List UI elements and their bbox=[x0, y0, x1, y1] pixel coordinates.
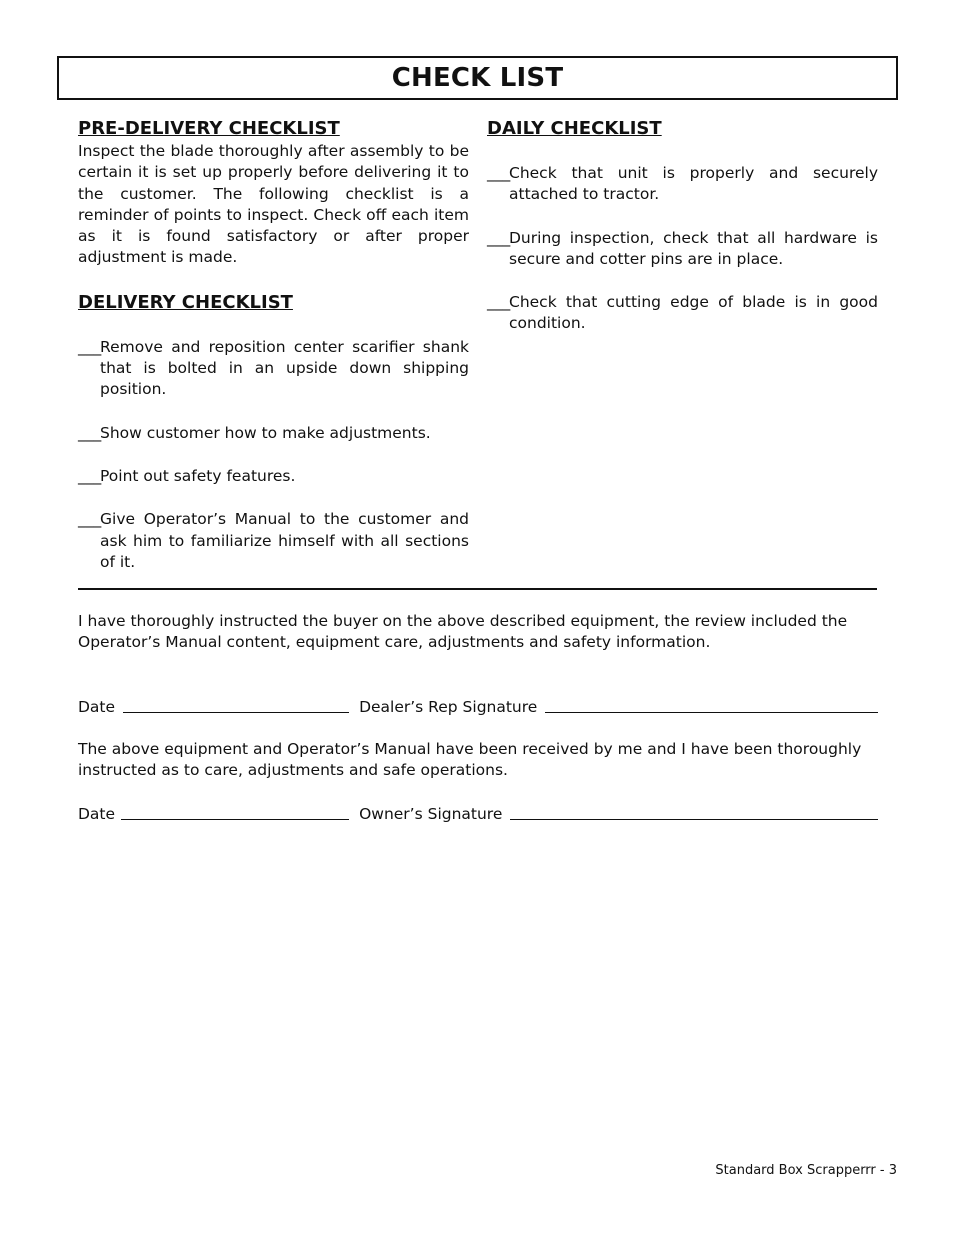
check-blank: ___ bbox=[78, 466, 102, 485]
section-divider bbox=[78, 588, 877, 590]
pre-delivery-heading: PRE-DELIVERY CHECKLIST bbox=[78, 118, 340, 139]
check-blank: ___ bbox=[487, 228, 511, 247]
owner-date-line[interactable] bbox=[121, 819, 349, 820]
title-box bbox=[57, 56, 898, 100]
checklist-item-text: Check that unit is properly and securely attached to tractor. bbox=[509, 164, 878, 204]
page-title: CHECK LIST bbox=[391, 63, 564, 93]
delivery-heading: DELIVERY CHECKLIST bbox=[78, 291, 293, 313]
page-footer: Standard Box Scrapperrr - 3 bbox=[715, 1163, 897, 1178]
check-blank: ___ bbox=[487, 293, 511, 312]
delivery-checklist bbox=[78, 337, 469, 573]
checklist-item-text: Point out safety features. bbox=[100, 466, 296, 485]
left-column bbox=[78, 117, 469, 573]
checklist-item bbox=[78, 423, 469, 444]
daily-checklist bbox=[487, 163, 878, 335]
dealer-statement: I have thoroughly instructed the buyer on the above described equipment, the review included the Operator’s Manual content, equipment care, adjustments and safety information. bbox=[78, 612, 848, 652]
dealer-signature-line[interactable] bbox=[545, 712, 878, 713]
checklist-item-text: Check that cutting edge of blade is in good condition. bbox=[509, 293, 878, 333]
owner-date-label: Date bbox=[78, 805, 116, 823]
owner-signature-line[interactable] bbox=[510, 819, 878, 820]
check-blank: ___ bbox=[487, 164, 511, 182]
daily-heading: DAILY CHECKLIST bbox=[487, 118, 662, 139]
checklist-item-text: During inspection, check that all hardware is secure and cotter pins are in place. bbox=[509, 228, 878, 268]
checklist-item bbox=[487, 228, 878, 271]
checklist-item bbox=[78, 337, 469, 401]
dealer-date-label: Date bbox=[78, 698, 116, 716]
checklist-item bbox=[78, 466, 469, 487]
dealer-signature-row bbox=[78, 694, 878, 718]
dealer-date-line[interactable] bbox=[123, 712, 349, 713]
checklist-item bbox=[487, 163, 878, 206]
dealer-signature-label: Dealer’s Rep Signature bbox=[359, 698, 538, 716]
check-blank: ___ bbox=[78, 337, 102, 356]
owner-statement: The above equipment and Operator’s Manual have been received by me and I have been thoroughly instructed as to care, adjustments and safe operations. bbox=[78, 740, 862, 780]
pre-delivery-text: Inspect the blade thoroughly after assembly to be certain it is set up properly before delivering it to the customer. The following checklist is a reminder of points to inspect. Check off each item as it is found satisfactory or after proper adjustment is made. bbox=[78, 142, 469, 267]
check-blank: ___ bbox=[78, 510, 102, 529]
checklist-item bbox=[78, 509, 469, 573]
owner-signature-label: Owner’s Signature bbox=[359, 805, 503, 823]
checklist-item-text: Show customer how to make adjustments. bbox=[100, 423, 431, 442]
owner-signature-row bbox=[78, 801, 878, 825]
checklist-item-text: Give Operator’s Manual to the customer and ask him to familiarize himself with all sections of it. bbox=[100, 510, 469, 571]
checklist-item bbox=[487, 292, 878, 335]
checklist-item-text: Remove and reposition center scarifier shank that is bolted in an upside down shipping position. bbox=[100, 337, 469, 399]
check-blank: ___ bbox=[78, 423, 102, 442]
right-column bbox=[487, 117, 878, 335]
